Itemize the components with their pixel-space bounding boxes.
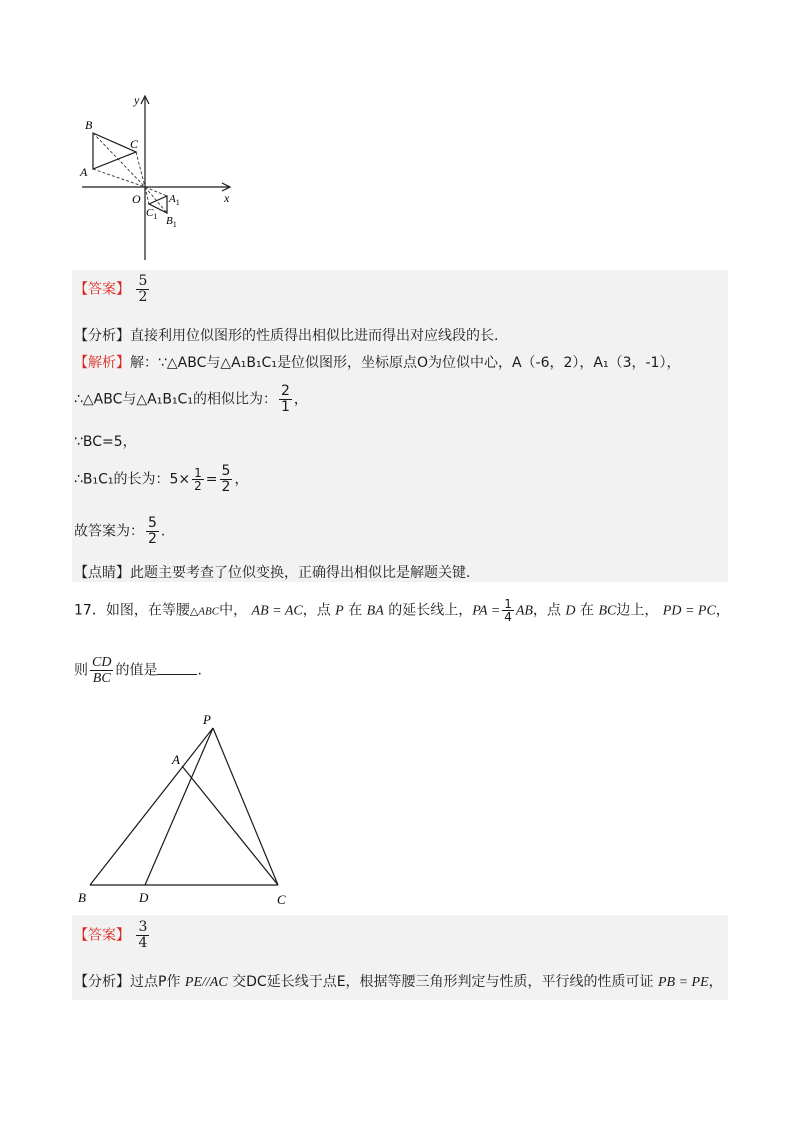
quarter-fraction: $\frac{1}{4}$ [504, 597, 512, 624]
answer-blank [157, 660, 197, 675]
result-fraction: $\frac{5}{2}$ [221, 463, 231, 495]
comment-tag: 【点睛】 [74, 565, 130, 581]
final-fraction: $\frac{5}{2}$ [148, 515, 157, 547]
point-b-label: B [78, 890, 86, 905]
label-b1: $B_1$ [166, 215, 177, 229]
final-answer-16: 故答案为： $\frac{5}{2}$ . [74, 515, 166, 547]
ray-oc [136, 152, 145, 187]
solution-tag: 【解析】 [74, 355, 130, 371]
ray-oc1 [145, 187, 149, 204]
label-x: x [224, 191, 230, 205]
question-17-line-1: 17．如图，在等腰△ABC中， AB = AC，点 P 在 BA 的延长线上，PA = $\frac{1}{4}$ AB，点 D 在 BC边上， PD = PC， [74, 597, 730, 624]
answer-tag: 【答案】 [74, 927, 130, 944]
ray-oa [93, 169, 145, 187]
answer-fraction: $\frac{5}{2}$ [138, 273, 148, 305]
half-fraction: $\frac{1}{2}$ [194, 466, 202, 493]
label-a: A [80, 165, 88, 179]
label-a1: $A_1$ [169, 193, 180, 207]
triangle-figure [72, 708, 302, 908]
point-p-label: P [203, 712, 211, 727]
cd-bc-fraction: $\frac{CD}{BC}$ [92, 655, 112, 686]
label-y: y [134, 93, 140, 107]
ratio-fraction: $\frac{2}{1}$ [280, 383, 290, 415]
segment-pb [90, 728, 213, 885]
solution-16-panel [72, 270, 728, 582]
solution-16-line-1: 【解析】解：∵△ABC与△A₁B₁C₁是位似图形，坐标原点O为位似中心，A（-6，2），A₁（3，-1）， [74, 355, 681, 371]
label-c1: $C_1$ [146, 207, 158, 221]
question-17-line-2: 则 $\frac{CD}{BC}$ 的值是 . [74, 655, 202, 686]
label-o: O [132, 192, 141, 206]
answer-17 [74, 920, 151, 951]
segment-ac [182, 766, 278, 885]
coordinate-figure [72, 92, 242, 264]
label-c: C [130, 137, 139, 151]
point-d-label: D [139, 890, 149, 905]
segment-pc [213, 728, 278, 885]
solution-16-line-2: ∴△ABC与△A₁B₁C₁的相似比为： $\frac{2}{1}$ ， [74, 383, 308, 415]
analysis-tag: 【分析】 [74, 328, 130, 344]
solution-16-line-3: ∵BC=5， [74, 434, 137, 450]
label-b: B [85, 118, 93, 132]
analysis-16: 【分析】直接利用位似图形的性质得出相似比进而得出对应线段的长. [74, 328, 499, 344]
analysis-17: 【分析】过点P作 PE//AC 交DC延长线于点E，根据等腰三角形判定与性质，平行线的性质可证 PB = PE， [74, 974, 723, 990]
answer-16 [74, 274, 151, 305]
answer-fraction: $\frac{3}{4}$ [138, 919, 148, 951]
analysis-tag: 【分析】 [74, 974, 130, 990]
solution-16-line-4: ∴B₁C₁的长为：5× $\frac{1}{2}$ = $\frac{5}{2}$ ， [74, 463, 249, 495]
answer-tag: 【答案】 [74, 281, 130, 298]
point-a-label: A [172, 752, 180, 767]
comment-16: 【点睛】此题主要考查了位似变换，正确得出相似比是解题关键. [74, 565, 471, 581]
point-c-label: C [277, 892, 286, 907]
